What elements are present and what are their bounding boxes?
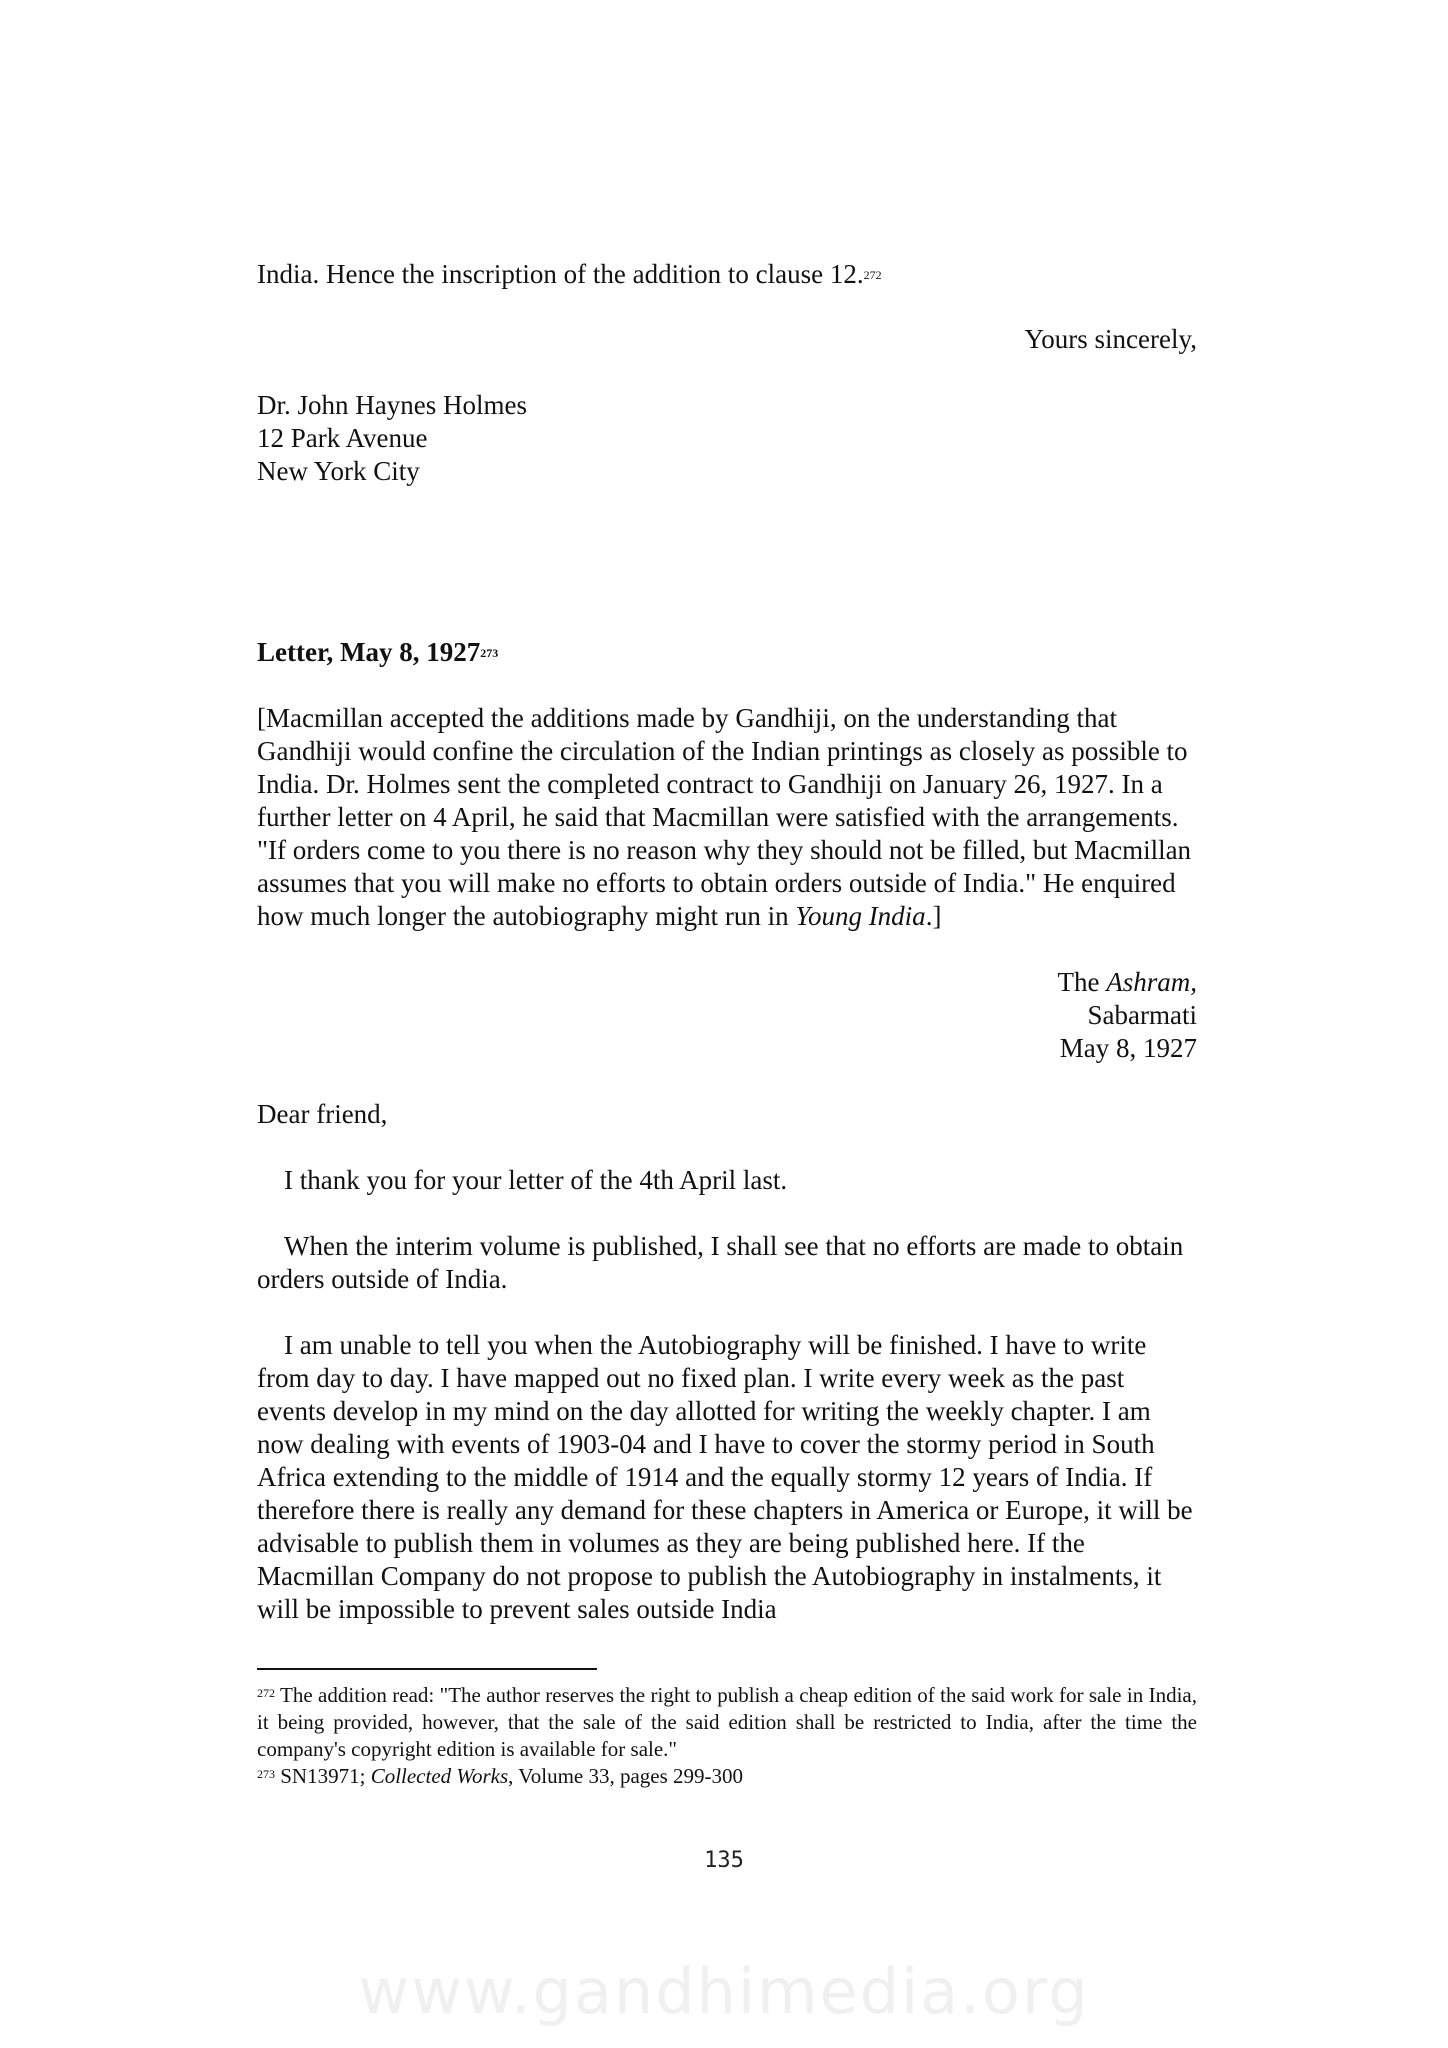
letter-paragraph: I thank you for your letter of the 4th April last.: [284, 1165, 788, 1195]
page-body: [257, 258, 1197, 1626]
closing: Yours sincerely,: [1024, 324, 1197, 354]
footnote-272: $^{272}$ The addition read: "The author reserves the right to publish a cheap edition of the said work for sale in India, it being provided, however, that the sale of the said edition shall be restricted to India, after the time the company's copyright edition is available for sale.": [257, 1683, 1197, 1761]
address-line: 12 Park Avenue: [257, 423, 428, 453]
salutation: Dear friend,: [257, 1099, 388, 1129]
letter-paragraph: When the interim volume is published, I shall see that no efforts are made to obtain orders outside of India.: [257, 1231, 1184, 1294]
recipient-address: [257, 389, 1197, 488]
footnote-divider: [257, 1668, 597, 1670]
letter-place: The Ashram,: [1057, 967, 1197, 997]
continuation-line: India. Hence the inscription of the addition to clause 12.$^{272}$: [257, 259, 882, 289]
footnote-ref-272[interactable]: 272: [863, 268, 882, 282]
footnotes: [257, 1682, 1197, 1790]
footnote-ref-273[interactable]: 273: [480, 646, 499, 660]
letter-city: Sabarmati: [1087, 1000, 1197, 1030]
footnote-273: $^{273}$ SN13971; Collected Works, Volume 33, pages 299-300: [257, 1764, 744, 1788]
address-line: New York City: [257, 456, 420, 486]
letter-heading: [257, 966, 1197, 1065]
letter-paragraph: I am unable to tell you when the Autobiography will be finished. I have to write from day to day. I have mapped out no fixed plan. I write every week as the past events develop in my mind on the day allotted for writing the weekly chapter. I am now dealing with events of 1903-04 and I have to cover the stormy period in South Africa extending to the middle of 1914 and the equally stormy 12 years of India. If therefore there is really any demand for these chapters in America or Europe, it will be advisable to publish them in volumes as they are being published here. If the Macmillan Company do not propose to publish the Autobiography in instalments, it will be impossible to prevent sales outside India: [257, 1330, 1193, 1624]
watermark: www.gandhimedia.org: [358, 1955, 1090, 2028]
section-title: Letter, May 8, 1927$^{273}$: [257, 637, 499, 667]
address-line: Dr. John Haynes Holmes: [257, 390, 527, 420]
page-number: 135: [704, 1848, 744, 1873]
letter-date: May 8, 1927: [1059, 1033, 1197, 1063]
editorial-intro: [Macmillan accepted the additions made by Gandhiji, on the understanding that Gandhiji would confine the circulation of the Indian printings as closely as possible to India. Dr. Holmes sent the completed contract to Gandhiji on January 26, 1927. In a further letter on 4 April, he said that Macmillan were satisfied with the arrangements. "If orders come to you there is no reason why they should not be filled, but Macmillan assumes that you will make no efforts to obtain orders outside of India." He enquired how much longer the autobiography might run in Young India.]: [257, 703, 1192, 931]
